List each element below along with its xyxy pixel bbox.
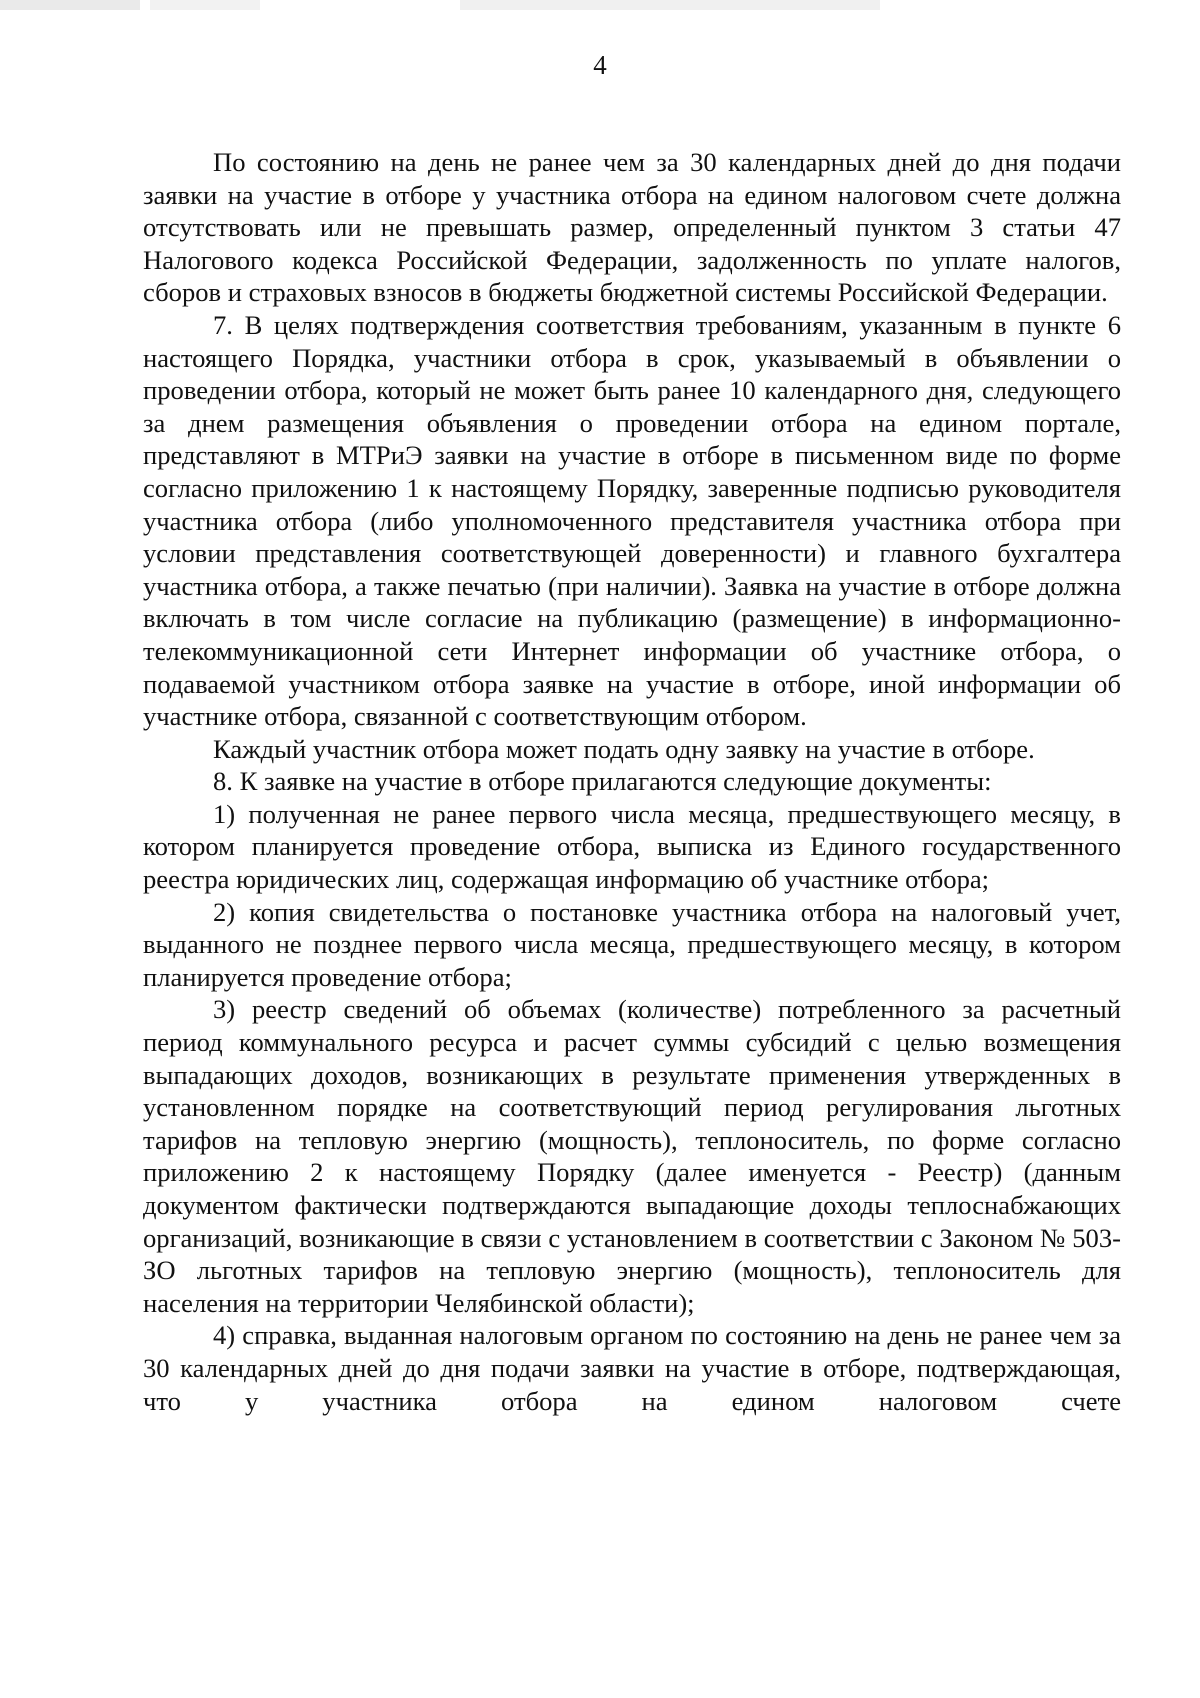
document-body (143, 146, 1121, 1417)
list-item-4-tax-reference: 4) справка, выданная налоговым органом по состоянию на день не ранее чем за 30 календарных дней до дня подачи заявки на участие в отборе, подтверждающая, что у участника отбора на едином налоговом счете (143, 1320, 1121, 1416)
paragraph-tax-debt: По состоянию на день не ранее чем за 30 календарных дней до дня подачи заявки на участие в отборе у участника отбора на едином налоговом счете должна отсутствовать или не превышать размер, определенный пунктом 3 статьи 47 Налогового кодекса Российской Федерации, задолженность по уплате налогов, сборов и страховых взносов в бюджеты бюджетной системы Российской Федерации. (143, 147, 1121, 308)
scan-artifact (150, 0, 260, 10)
page-number: 4 (593, 50, 607, 80)
list-item-2-tax-certificate: 2) копия свидетельства о постановке участника отбора на налоговый учет, выданного не позднее первого числа месяца, предшествующего месяцу, в котором планируется проведение отбора; (143, 896, 1121, 992)
paragraph-one-application: Каждый участник отбора может подать одну заявку на участие в отборе. (213, 733, 1035, 764)
list-item-1-egrul-extract: 1) полученная не ранее первого числа месяца, предшествующего месяцу, в котором планируется проведение отбора, выписка из Единого государственного реестра юридических лиц, содержащая информацию об участнике отбора; (143, 798, 1121, 895)
paragraph-8-documents: 8. К заявке на участие в отборе прилагаются следующие документы: (213, 766, 992, 797)
list-item-3-register: 3) реестр сведений об объемах (количестве) потребленного за расчетный период коммунального ресурса и расчет суммы субсидий с целью возмещения выпадающих доходов, возникающих в результате применения утвержденных в установленном порядке на соответствующий период регулирования льготных тарифов на тепловую энергию (мощность), теплоноситель, по форме согласно приложению 2 к настоящему Порядку (далее именуется - Реестр) (данным документом фактически подтверждаются выпадающие доходы теплоснабжающих организаций, возникающие в связи с установлением в соответствии с Законом № 503-ЗО льготных тарифов на тепловую энергию (мощность), теплоноситель для населения на территории Челябинской области); (143, 994, 1121, 1318)
scan-artifact (460, 0, 880, 10)
scan-artifact (0, 0, 140, 10)
paragraph-7-application: 7. В целях подтверждения соответствия требованиям, указанным в пункте 6 настоящего Порядка, участники отбора в срок, указываемый в объявлении о проведении отбора, который не может быть ранее 10 календарного дня, следующего за днем размещения объявления о проведении отбора на едином портале, представляют в МТРиЭ заявки на участие в отборе в письменном виде по форме согласно приложению 1 к настоящему Порядку, заверенные подписью руководителя участника отбора (либо уполномоченного представителя участника отбора при условии представления соответствующей доверенности) и главного бухгалтера участника отбора, а также печатью (при наличии). Заявка на участие в отборе должна включать в том числе согласие на публикацию (размещение) в информационно-телекоммуникационной сети Интернет информации об участнике отбора, о подаваемой участником отбора заявке на участие в отборе, иной информации об участнике отбора, связанной с соответствующим отбором. (143, 309, 1121, 732)
